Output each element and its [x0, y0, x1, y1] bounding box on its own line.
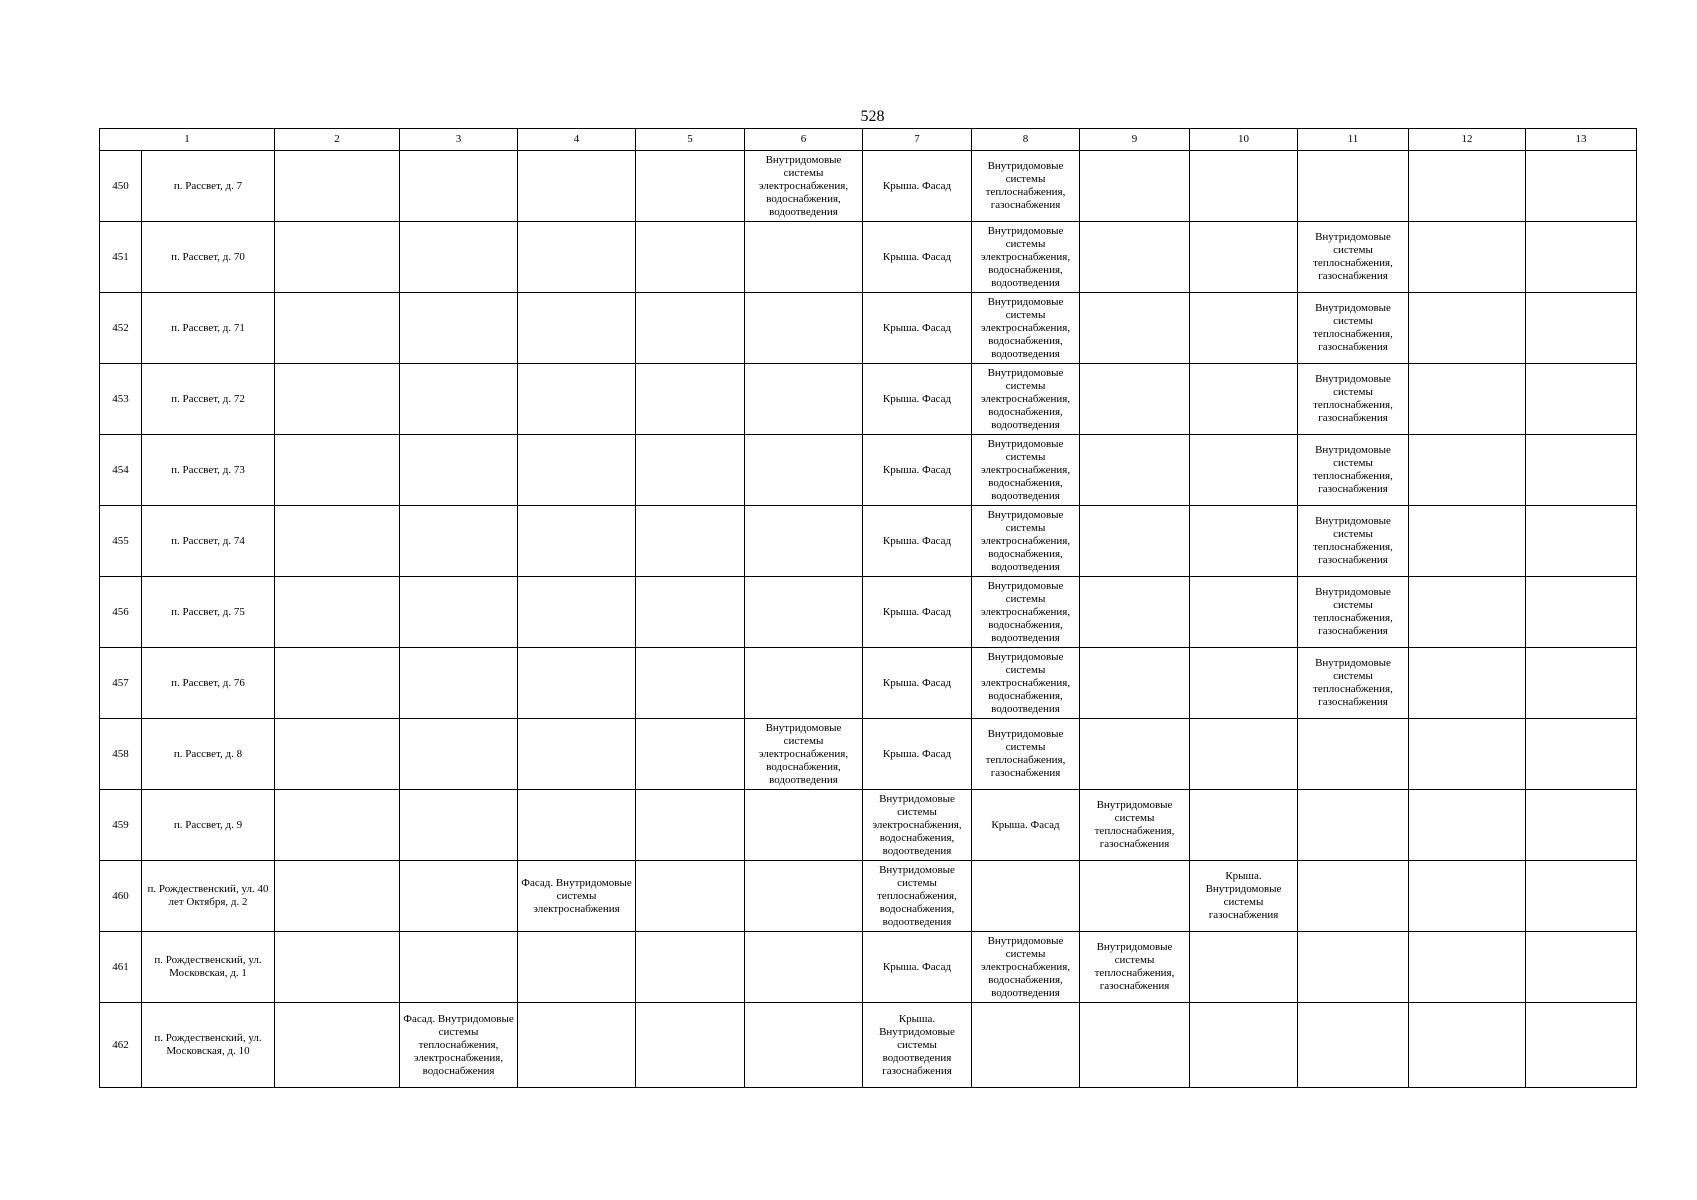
- cell-col-11: [1298, 719, 1409, 790]
- cell-col-12: [1409, 151, 1526, 222]
- cell-col-6: [745, 222, 863, 293]
- column-header-9: 9: [1080, 129, 1190, 151]
- cell-col-9: [1080, 861, 1190, 932]
- cell-col-5: [636, 151, 745, 222]
- cell-col-12: [1409, 932, 1526, 1003]
- cell-col-7: Крыша. Фасад: [863, 293, 972, 364]
- table-row: [100, 577, 1637, 648]
- cell-col-12: [1409, 861, 1526, 932]
- cell-col-4: [518, 506, 636, 577]
- cell-col-5: [636, 861, 745, 932]
- cell-col-10: [1190, 364, 1298, 435]
- cell-col-9: [1080, 506, 1190, 577]
- address-cell: п. Рассвет, д. 74: [142, 506, 275, 577]
- cell-col-8: [972, 861, 1080, 932]
- column-header-5: 5: [636, 129, 745, 151]
- cell-col-3: [400, 435, 518, 506]
- cell-col-5: [636, 293, 745, 364]
- cell-col-2: [275, 648, 400, 719]
- cell-col-3: [400, 222, 518, 293]
- row-number-cell: 455: [100, 506, 142, 577]
- cell-col-13: [1526, 577, 1637, 648]
- row-number-cell: 450: [100, 151, 142, 222]
- address-cell: п. Рассвет, д. 72: [142, 364, 275, 435]
- cell-col-6: [745, 648, 863, 719]
- cell-col-8: Внутридомовые системы электроснабжения, водоснабжения, водоотведения: [972, 648, 1080, 719]
- cell-col-4: [518, 222, 636, 293]
- address-cell: п. Рассвет, д. 71: [142, 293, 275, 364]
- cell-col-3: [400, 719, 518, 790]
- row-number-cell: 452: [100, 293, 142, 364]
- cell-col-8: Крыша. Фасад: [972, 790, 1080, 861]
- column-header-10: 10: [1190, 129, 1298, 151]
- repair-schedule-table: [99, 128, 1637, 1088]
- address-cell: п. Рассвет, д. 76: [142, 648, 275, 719]
- cell-col-6: [745, 577, 863, 648]
- cell-col-13: [1526, 364, 1637, 435]
- cell-col-3: [400, 506, 518, 577]
- cell-col-11: Внутридомовые системы теплоснабжения, газоснабжения: [1298, 648, 1409, 719]
- cell-col-6: [745, 435, 863, 506]
- column-header-2: 2: [275, 129, 400, 151]
- cell-col-12: [1409, 577, 1526, 648]
- cell-col-7: Крыша. Внутридомовые системы водоотведения газоснабжения: [863, 1003, 972, 1088]
- cell-col-8: Внутридомовые системы электроснабжения, водоснабжения, водоотведения: [972, 364, 1080, 435]
- cell-col-9: [1080, 648, 1190, 719]
- cell-col-10: [1190, 932, 1298, 1003]
- cell-col-9: [1080, 719, 1190, 790]
- cell-col-6: Внутридомовые системы электроснабжения, водоснабжения, водоотведения: [745, 151, 863, 222]
- cell-col-3: [400, 364, 518, 435]
- row-number-cell: 458: [100, 719, 142, 790]
- cell-col-4: [518, 577, 636, 648]
- cell-col-5: [636, 364, 745, 435]
- cell-col-3: [400, 648, 518, 719]
- address-cell: п. Рассвет, д. 8: [142, 719, 275, 790]
- cell-col-6: [745, 364, 863, 435]
- address-cell: п. Рассвет, д. 7: [142, 151, 275, 222]
- column-header-12: 12: [1409, 129, 1526, 151]
- cell-col-12: [1409, 506, 1526, 577]
- cell-col-8: Внутридомовые системы электроснабжения, водоснабжения, водоотведения: [972, 435, 1080, 506]
- cell-col-10: [1190, 577, 1298, 648]
- cell-col-13: [1526, 293, 1637, 364]
- table-header: [100, 129, 1637, 151]
- cell-col-3: [400, 790, 518, 861]
- cell-col-9: Внутридомовые системы теплоснабжения, газоснабжения: [1080, 790, 1190, 861]
- cell-col-2: [275, 1003, 400, 1088]
- cell-col-5: [636, 1003, 745, 1088]
- table-body: [100, 151, 1637, 1088]
- column-header-3: 3: [400, 129, 518, 151]
- cell-col-12: [1409, 648, 1526, 719]
- cell-col-8: Внутридомовые системы теплоснабжения, газоснабжения: [972, 151, 1080, 222]
- cell-col-3: [400, 577, 518, 648]
- column-header-13: 13: [1526, 129, 1637, 151]
- header-row: [100, 129, 1637, 151]
- cell-col-9: [1080, 435, 1190, 506]
- cell-col-9: [1080, 577, 1190, 648]
- cell-col-10: [1190, 648, 1298, 719]
- cell-col-8: [972, 1003, 1080, 1088]
- cell-col-12: [1409, 435, 1526, 506]
- table-row: [100, 719, 1637, 790]
- cell-col-2: [275, 719, 400, 790]
- cell-col-4: [518, 364, 636, 435]
- cell-col-4: [518, 435, 636, 506]
- cell-col-9: [1080, 364, 1190, 435]
- row-number-cell: 457: [100, 648, 142, 719]
- cell-col-11: Внутридомовые системы теплоснабжения, газоснабжения: [1298, 222, 1409, 293]
- cell-col-8: Внутридомовые системы электроснабжения, водоснабжения, водоотведения: [972, 932, 1080, 1003]
- column-header-6: 6: [745, 129, 863, 151]
- cell-col-7: Внутридомовые системы электроснабжения, водоснабжения, водоотведения: [863, 790, 972, 861]
- row-number-cell: 454: [100, 435, 142, 506]
- cell-col-7: Крыша. Фасад: [863, 506, 972, 577]
- cell-col-3: [400, 861, 518, 932]
- column-header-8: 8: [972, 129, 1080, 151]
- cell-col-4: [518, 932, 636, 1003]
- cell-col-8: Внутридомовые системы электроснабжения, водоснабжения, водоотведения: [972, 222, 1080, 293]
- address-cell: п. Рассвет, д. 73: [142, 435, 275, 506]
- cell-col-9: [1080, 151, 1190, 222]
- cell-col-2: [275, 790, 400, 861]
- cell-col-11: Внутридомовые системы теплоснабжения, газоснабжения: [1298, 364, 1409, 435]
- address-cell: п. Рассвет, д. 70: [142, 222, 275, 293]
- table-row: [100, 151, 1637, 222]
- cell-col-5: [636, 790, 745, 861]
- cell-col-4: [518, 1003, 636, 1088]
- cell-col-6: [745, 932, 863, 1003]
- cell-col-10: Крыша. Внутридомовые системы газоснабжения: [1190, 861, 1298, 932]
- cell-col-9: [1080, 222, 1190, 293]
- table-row: [100, 790, 1637, 861]
- cell-col-2: [275, 435, 400, 506]
- cell-col-10: [1190, 293, 1298, 364]
- table-row: [100, 293, 1637, 364]
- page-number: 528: [860, 108, 885, 125]
- cell-col-7: Крыша. Фасад: [863, 719, 972, 790]
- cell-col-9: Внутридомовые системы теплоснабжения, газоснабжения: [1080, 932, 1190, 1003]
- cell-col-2: [275, 861, 400, 932]
- cell-col-10: [1190, 790, 1298, 861]
- cell-col-10: [1190, 435, 1298, 506]
- cell-col-5: [636, 648, 745, 719]
- cell-col-13: [1526, 435, 1637, 506]
- cell-col-13: [1526, 506, 1637, 577]
- cell-col-11: [1298, 932, 1409, 1003]
- cell-col-12: [1409, 719, 1526, 790]
- cell-col-11: Внутридомовые системы теплоснабжения, газоснабжения: [1298, 293, 1409, 364]
- cell-col-7: Внутридомовые системы теплоснабжения, водоснабжения, водоотведения: [863, 861, 972, 932]
- cell-col-7: Крыша. Фасад: [863, 151, 972, 222]
- table-row: [100, 1003, 1637, 1088]
- cell-col-4: [518, 293, 636, 364]
- cell-col-2: [275, 151, 400, 222]
- cell-col-6: [745, 1003, 863, 1088]
- cell-col-2: [275, 293, 400, 364]
- cell-col-11: [1298, 861, 1409, 932]
- cell-col-12: [1409, 293, 1526, 364]
- cell-col-5: [636, 577, 745, 648]
- table-row: [100, 506, 1637, 577]
- cell-col-3: [400, 293, 518, 364]
- cell-col-2: [275, 506, 400, 577]
- cell-col-5: [636, 435, 745, 506]
- cell-col-13: [1526, 790, 1637, 861]
- cell-col-13: [1526, 1003, 1637, 1088]
- cell-col-13: [1526, 648, 1637, 719]
- cell-col-5: [636, 506, 745, 577]
- cell-col-7: Крыша. Фасад: [863, 648, 972, 719]
- cell-col-12: [1409, 364, 1526, 435]
- cell-col-11: [1298, 151, 1409, 222]
- cell-col-11: [1298, 1003, 1409, 1088]
- row-number-cell: 462: [100, 1003, 142, 1088]
- table-row: [100, 364, 1637, 435]
- cell-col-4: [518, 151, 636, 222]
- cell-col-8: Внутридомовые системы теплоснабжения, газоснабжения: [972, 719, 1080, 790]
- cell-col-5: [636, 932, 745, 1003]
- cell-col-12: [1409, 1003, 1526, 1088]
- cell-col-8: Внутридомовые системы электроснабжения, водоснабжения, водоотведения: [972, 577, 1080, 648]
- cell-col-13: [1526, 861, 1637, 932]
- table-row: [100, 222, 1637, 293]
- row-number-cell: 451: [100, 222, 142, 293]
- cell-col-12: [1409, 790, 1526, 861]
- cell-col-8: Внутридомовые системы электроснабжения, водоснабжения, водоотведения: [972, 506, 1080, 577]
- column-header-4: 4: [518, 129, 636, 151]
- cell-col-5: [636, 222, 745, 293]
- column-header-1: 1: [100, 129, 275, 151]
- cell-col-11: Внутридомовые системы теплоснабжения, газоснабжения: [1298, 506, 1409, 577]
- cell-col-2: [275, 222, 400, 293]
- cell-col-11: [1298, 790, 1409, 861]
- cell-col-5: [636, 719, 745, 790]
- address-cell: п. Рассвет, д. 75: [142, 577, 275, 648]
- cell-col-3: [400, 151, 518, 222]
- cell-col-10: [1190, 719, 1298, 790]
- cell-col-7: Крыша. Фасад: [863, 364, 972, 435]
- cell-col-13: [1526, 222, 1637, 293]
- address-cell: п. Рождественский, ул. Московская, д. 1: [142, 932, 275, 1003]
- cell-col-6: [745, 790, 863, 861]
- cell-col-11: Внутридомовые системы теплоснабжения, газоснабжения: [1298, 577, 1409, 648]
- row-number-cell: 453: [100, 364, 142, 435]
- cell-col-2: [275, 364, 400, 435]
- column-header-11: 11: [1298, 129, 1409, 151]
- cell-col-8: Внутридомовые системы электроснабжения, водоснабжения, водоотведения: [972, 293, 1080, 364]
- cell-col-12: [1409, 222, 1526, 293]
- cell-col-7: Крыша. Фасад: [863, 222, 972, 293]
- cell-col-9: [1080, 293, 1190, 364]
- address-cell: п. Рождественский, ул. 40 лет Октября, д. 2: [142, 861, 275, 932]
- row-number-cell: 456: [100, 577, 142, 648]
- cell-col-3: [400, 932, 518, 1003]
- cell-col-6: Внутридомовые системы электроснабжения, водоснабжения, водоотведения: [745, 719, 863, 790]
- cell-col-2: [275, 932, 400, 1003]
- cell-col-4: Фасад. Внутридомовые системы электроснабжения: [518, 861, 636, 932]
- row-number-cell: 460: [100, 861, 142, 932]
- address-cell: п. Рассвет, д. 9: [142, 790, 275, 861]
- cell-col-10: [1190, 151, 1298, 222]
- table-row: [100, 861, 1637, 932]
- cell-col-10: [1190, 222, 1298, 293]
- cell-col-4: [518, 719, 636, 790]
- cell-col-7: Крыша. Фасад: [863, 435, 972, 506]
- table-row: [100, 932, 1637, 1003]
- cell-col-2: [275, 577, 400, 648]
- cell-col-10: [1190, 506, 1298, 577]
- cell-col-11: Внутридомовые системы теплоснабжения, газоснабжения: [1298, 435, 1409, 506]
- cell-col-4: [518, 648, 636, 719]
- cell-col-10: [1190, 1003, 1298, 1088]
- row-number-cell: 459: [100, 790, 142, 861]
- table-row: [100, 648, 1637, 719]
- cell-col-4: [518, 790, 636, 861]
- cell-col-13: [1526, 932, 1637, 1003]
- cell-col-13: [1526, 151, 1637, 222]
- cell-col-9: [1080, 1003, 1190, 1088]
- address-cell: п. Рождественский, ул. Московская, д. 10: [142, 1003, 275, 1088]
- row-number-cell: 461: [100, 932, 142, 1003]
- table-row: [100, 435, 1637, 506]
- cell-col-6: [745, 293, 863, 364]
- cell-col-6: [745, 861, 863, 932]
- cell-col-7: Крыша. Фасад: [863, 577, 972, 648]
- cell-col-7: Крыша. Фасад: [863, 932, 972, 1003]
- cell-col-3: Фасад. Внутридомовые системы теплоснабжения, электроснабжения, водоснабжения: [400, 1003, 518, 1088]
- cell-col-6: [745, 506, 863, 577]
- cell-col-13: [1526, 719, 1637, 790]
- column-header-7: 7: [863, 129, 972, 151]
